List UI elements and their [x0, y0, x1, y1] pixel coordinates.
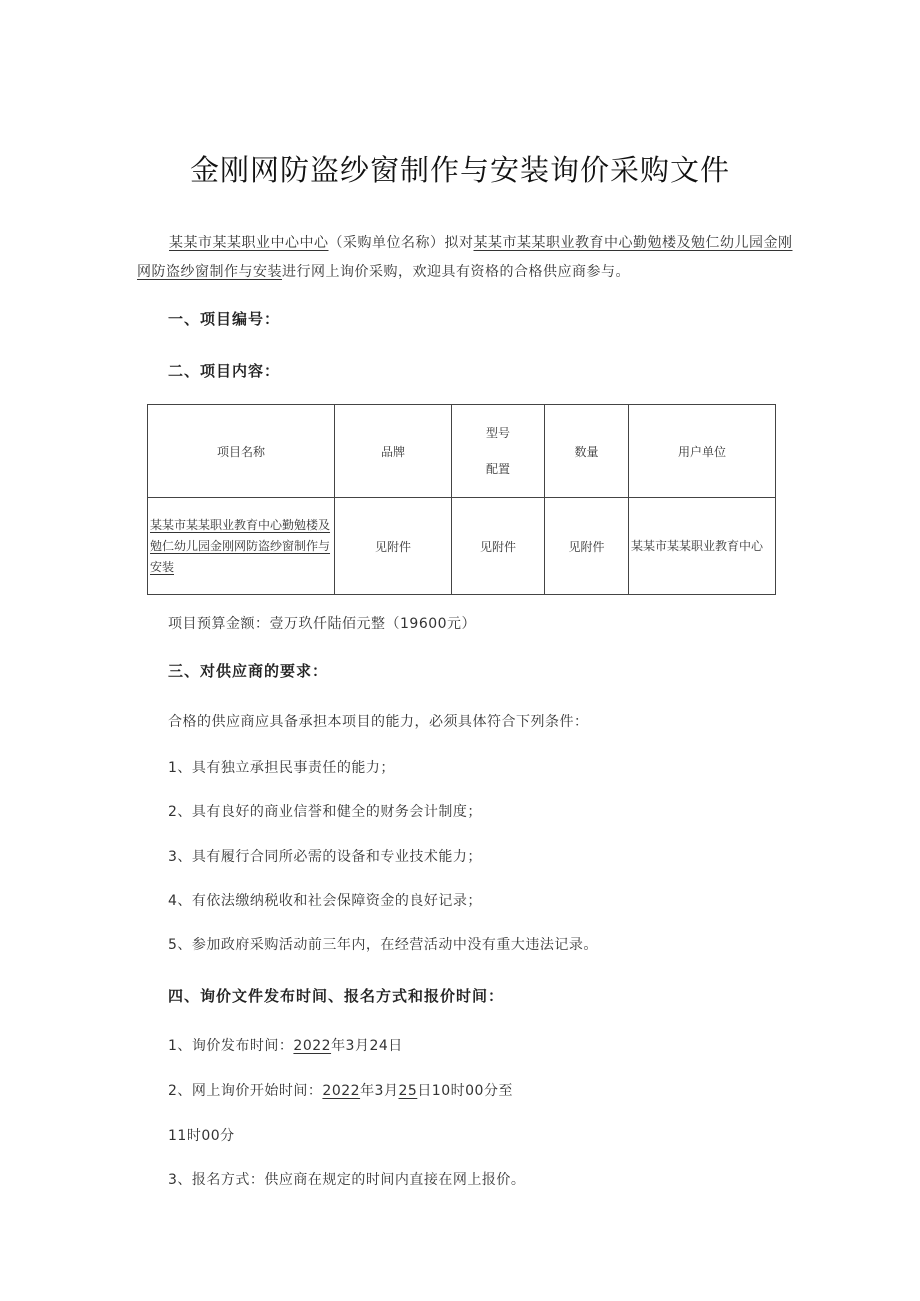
table-header-row	[148, 405, 776, 498]
intro-project-name: 某某市某某职业教育中心勤勉楼及勉仁幼儿园金刚网防盗纱窗制作与安装	[137, 235, 793, 280]
requirements-lead: 合格的供应商应具备承担本项目的能力，必须具体符合下列条件：	[168, 714, 589, 730]
budget-line: 项目预算金额：壹万玖仟陆佰元整（19600元）	[168, 616, 477, 632]
intro-rest: 进行网上询价采购，欢迎具有资格的合格供应商参与。	[282, 264, 630, 280]
header-brand: 品牌	[335, 405, 452, 498]
header-model: 型号	[485, 426, 510, 440]
intro-unit-note: （采购单位名称）拟对	[328, 235, 474, 251]
table-row	[148, 498, 776, 595]
section2-heading: 二、项目内容：	[168, 362, 281, 380]
release-year: 2022	[293, 1038, 332, 1054]
section4-heading: 四、询价文件发布时间、报名方式和报价时间：	[168, 987, 505, 1005]
start-day: 25	[398, 1083, 418, 1099]
requirement-item: 3、具有履行合同所必需的设备和专业技术能力；	[168, 849, 482, 865]
release-time-line: 1、询价发布时间：2022年3月24日	[168, 1038, 403, 1054]
cell-project-name: 某某市某某职业教育中心勤勉楼及勉仁幼儿园金刚网防盗纱窗制作与安装	[148, 498, 335, 595]
section3-heading: 三、对供应商的要求：	[168, 662, 329, 680]
header-project-name: 项目名称	[148, 405, 335, 498]
header-model-config	[452, 405, 545, 498]
project-content-table	[147, 404, 776, 595]
requirement-item: 4、有依法缴纳税收和社会保障资金的良好记录；	[168, 893, 482, 909]
page-title: 金刚网防盗纱窗制作与安装询价采购文件	[189, 153, 730, 187]
header-config: 配置	[485, 462, 510, 476]
section1-heading: 一、项目编号：	[168, 310, 281, 328]
start-time-line: 2、网上询价开始时间：2022年3月25日10时00分至	[168, 1083, 513, 1099]
start-time-end: 11时00分	[168, 1128, 235, 1144]
requirement-item: 5、参加政府采购活动前三年内，在经营活动中没有重大违法记录。	[168, 937, 598, 953]
header-user-unit: 用户单位	[629, 405, 776, 498]
cell-quantity: 见附件	[545, 498, 629, 595]
intro-unit-name: 某某市某某职业中心中心	[169, 235, 329, 251]
start-year: 2022	[322, 1083, 361, 1099]
requirement-item: 1、具有独立承担民事责任的能力；	[168, 760, 395, 776]
intro-paragraph	[137, 229, 797, 287]
cell-brand: 见附件	[335, 498, 452, 595]
signup-method-line: 3、报名方式：供应商在规定的时间内直接在网上报价。	[168, 1172, 526, 1188]
cell-user-unit: 某某市某某职业教育中心	[629, 498, 776, 595]
header-quantity: 数量	[545, 405, 629, 498]
requirement-item: 2、具有良好的商业信誉和健全的财务会计制度；	[168, 804, 482, 820]
cell-model: 见附件	[452, 498, 545, 595]
